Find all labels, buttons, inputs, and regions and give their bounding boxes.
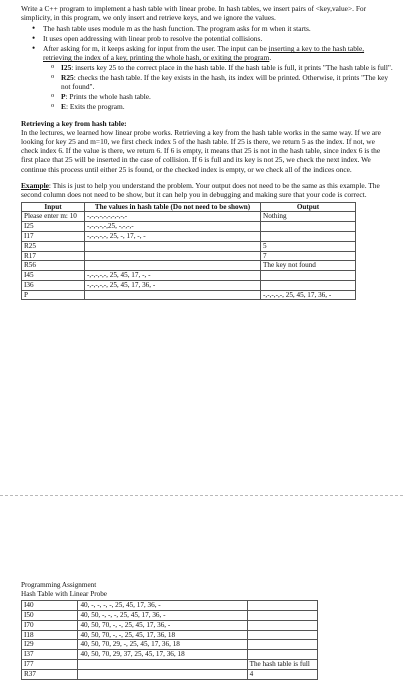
input-options-underlined: inserting a key to the hash table, retrieving the index of a key, printing the whole hash, or exiting the program [43,44,365,63]
table-header-row: Input The values in hash table (Do not need to be shown) Output [22,202,356,212]
table-row: I70 40, 50, 70, -, -, 25, 45, 17, 36, - [22,620,318,630]
table-row: P -,-,-,-,-, 25, 45, 17, 36, - [22,290,356,300]
table-row: I18 40, 50, 70, -, -, 25, 45, 17, 36, 18 [22,630,318,640]
requirement-item: • The hash table uses module m as the hash function. The program asks for m when it starts. [43,24,393,33]
table-row: R56 The key not found [22,261,356,271]
table-row: Please enter m: 10 -,-,-,-,-,-,-,-,-,- Nothing [22,212,356,222]
table-row: I37 40, 50, 70, 29, 37, 25, 45, 17, 36, 18 [22,650,318,660]
command-list [43,63,393,111]
table-row: I50 40, 50, -, -, -, 25, 45, 17, 36, - [22,611,318,621]
assignment-text [21,4,393,300]
table-row: I77 The hash table is full [22,659,318,669]
table-row: I29 40, 50, 70, 29, -, 25, 45, 17, 36, 18 [22,640,318,650]
intro-paragraph: Write a C++ program to implement a hash table with linear probe. In hash tables, we insert pairs of <key,value>. For simplicity, in this program, we only insert and retrieve keys, and we ignore the values. [21,4,367,23]
requirements-list [21,24,393,111]
table-row: R37 4 [22,669,318,679]
command-item: o R25: checks the hash table. If the key exists in the hash, its index will be printed. Otherwise, it prints "The key not found". [61,73,393,91]
page-header-title: Programming Assignment [21,581,97,589]
example-table-continued [21,600,318,679]
retrieve-heading: Retrieving a key from hash table: [21,119,127,129]
example-table [21,202,356,301]
example-paragraph: Example: This is just to help you understand the problem. Your output does not need to be the same as this example. The second column does not need to be show, but it can help you in debugging and making sure that your code is correct. [21,180,380,199]
requirement-item: • It uses open addressing with linear prob to resolve the potential collisions. [43,34,393,43]
command-item: o I25: inserts key 25 to the correct place in the hash table. If the hash table is full, it prints "The hash table is full". [61,63,393,72]
table-row: I17 -,-,-,-,-, 25, -, 17, -, - [22,231,356,241]
table-row: I40 40, -, -, -, -, 25, 45, 17, 36, - [22,601,318,611]
command-item: o P: Prints the whole hash table. [61,92,393,101]
table-row: I36 -,-,-,-,-, 25, 45, 17, 36, - [22,280,356,290]
next-page [21,581,381,680]
table-row: I45 -,-,-,-,-, 25, 45, 17, -, - [22,271,356,281]
page-break-divider [0,495,403,496]
page-header-subtitle: Hash Table with Linear Probe [21,589,107,598]
table-row: I25 -,-,-,-,-,25, -,-,-,- [22,222,356,232]
retrieve-paragraph: In the lectures, we learned how linear probe works. Retrieving a key from the hash table works in the same way. If we are looking for key 25 and m=10, we first check index 5 of the hash table. If 25 is there, we return 5 as the index. If not, we check index 6. If the value is there, we return 6. If 6 is empty, it means that 25 is not in the hash table, since index 6 is the first place that 25 will be inserted in the case of collision. If 6 is full and its key is not 25, we check the next index. We continue this process until either 25 is found, or the checked index is empty, or we check all of the indices once. [21,128,381,174]
command-item: o E: Exits the program. [61,102,393,111]
table-row: R17 7 [22,251,356,261]
table-row: R25 5 [22,241,356,251]
requirement-item: • After asking for m, it keeps asking for input from the user. The input can be inserting a key to the hash table, retrieving the index of a key, printing the whole hash, or exiting the program. o I25: inserts key 25 to the correct place in the hash table. If the hash table is full, it prints "The hash table is full". o R25: checks the hash table. If the key exists in the hash, its index will be printed. Otherwise, it prints "The key not found". o P: Prints the whole hash table. o E: Exits the program. [43,44,393,111]
